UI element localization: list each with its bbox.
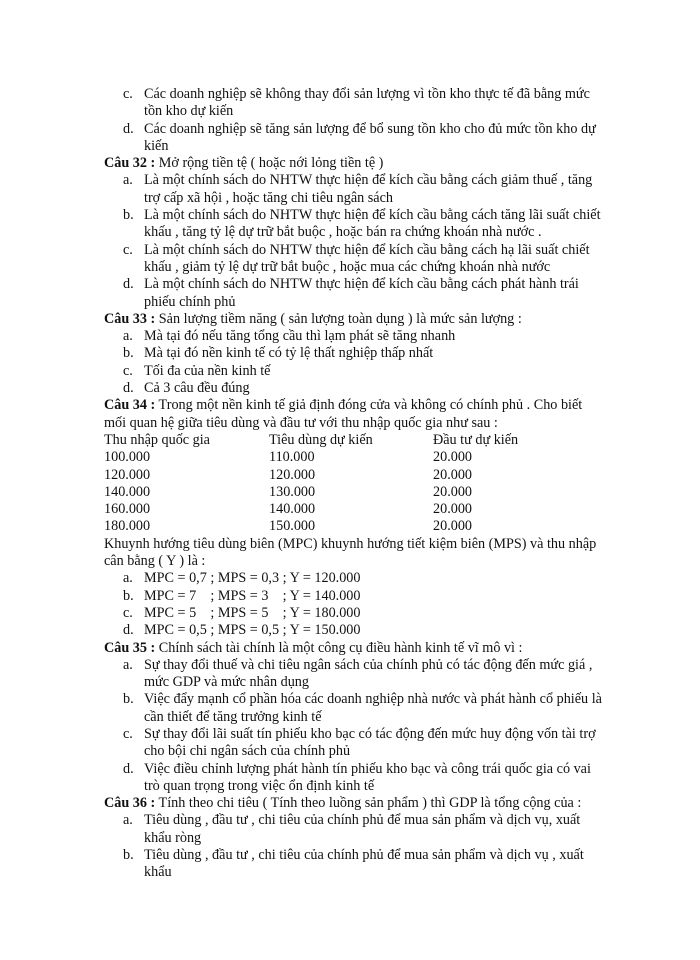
question-label: Câu 34 :: [104, 397, 156, 414]
q31-option-d: [123, 121, 604, 156]
table-header-row: [104, 432, 518, 449]
option-text: Việc đẩy mạnh cổ phần hóa các doanh nghiệp nhà nước và phát hành cổ phiếu là cần thiết để tăng trưởng kinh tế: [144, 691, 602, 725]
question-text: Chính sách tài chính là một công cụ điều hành kinh tế vĩ mô vì :: [158, 639, 523, 656]
option-text: Là một chính sách do NHTW thực hiện để kích cầu bằng cách tăng lãi suất chiết khấu , tăng tỷ lệ dự trữ bắt buộc , hoặc bán ra chứng khoán nhà nước .: [144, 207, 601, 241]
table-cell: 150.000: [269, 518, 316, 535]
question-label: Câu 33 :: [104, 310, 156, 327]
table-header: Đầu tư dự kiến: [433, 431, 519, 448]
option-text: Việc điều chỉnh lượng phát hành tín phiếu kho bạc và công trái quốc gia có vai trò quan trọng trong việc ổn định kinh tế: [144, 760, 591, 794]
q32-option-a: [123, 172, 604, 207]
table-header: Tiêu dùng dự kiến: [269, 431, 373, 448]
table-cell: 20.000: [433, 466, 473, 483]
option-letter: d.: [123, 276, 134, 293]
q35-option-c: [123, 726, 604, 761]
question-label: Câu 32 :: [104, 155, 156, 172]
option-letter: c.: [123, 604, 133, 621]
table-cell: 20.000: [433, 501, 473, 518]
option-text: Sự thay đổi thuế và chi tiêu ngân sách của chính phủ có tác động đến mức giá , mức GDP và mức nhân dụng: [144, 656, 593, 691]
option-text: Tiêu dùng , đầu tư , chi tiêu của chính phủ để mua sản phẩm và dịch vụ , xuất khẩu: [144, 847, 584, 881]
option-text: MPC = 0,7 ; MPS = 0,3 ; Y = 120.000: [144, 570, 361, 587]
option-letter: b.: [123, 207, 134, 224]
option-text: Sự thay đổi lãi suất tín phiếu kho bạc có tác động đến mức huy động vốn tài trợ cho bội chi ngân sách của chính phủ: [144, 725, 596, 760]
option-text: Tiêu dùng , đầu tư , chi tiêu của chính phủ để mua sản phẩm và dịch vụ, xuất khẩu ròng: [144, 812, 581, 846]
question-text: Mở rộng tiền tệ ( hoặc nới lỏng tiền tệ ): [158, 155, 384, 172]
option-letter: b.: [123, 345, 134, 362]
question-35: [104, 640, 604, 657]
option-letter: a.: [123, 570, 133, 587]
option-text: MPC = 5 ; MPS = 5 ; Y = 180.000: [144, 604, 361, 621]
question-text: Sản lượng tiềm năng ( sản lượng toàn dụng ) là mức sản lượng :: [158, 310, 522, 327]
question-text: Trong một nền kinh tế giả định đóng cửa và không có chính phủ . Cho biết mối quan hệ giữa tiêu dùng và đầu tư với thu nhập quốc gia như sau :: [104, 397, 583, 431]
option-text: Mà tại đó nếu tăng tổng cầu thì lạm phát sẽ tăng nhanh: [144, 328, 456, 345]
table-cell: 20.000: [433, 449, 473, 466]
option-letter: b.: [123, 847, 134, 864]
option-text: Là một chính sách do NHTW thực hiện để kích cầu bằng cách giảm thuế , tăng trợ cấp xã hội , hoặc tăng chi tiêu ngân sách: [144, 172, 593, 206]
option-letter: b.: [123, 587, 134, 604]
q33-option-d: [123, 380, 604, 397]
q33-option-b: [123, 345, 604, 362]
q32-option-b: [123, 207, 604, 242]
q35-options: [104, 657, 604, 795]
table-cell: 160.000: [104, 501, 151, 518]
table-cell: 100.000: [104, 449, 151, 466]
option-text: MPC = 0,5 ; MPS = 0,5 ; Y = 150.000: [144, 622, 361, 639]
question-33: [104, 311, 604, 328]
q34-option-a: [123, 570, 604, 587]
table-cell: 180.000: [104, 518, 151, 535]
option-letter: c.: [123, 362, 133, 379]
document-page: [104, 86, 604, 882]
question-label: Câu 35 :: [104, 639, 156, 656]
option-text: Cả 3 câu đều đúng: [144, 380, 250, 397]
table-cell: 120.000: [269, 466, 316, 483]
option-letter: a.: [123, 656, 133, 673]
q36-option-a: [123, 812, 604, 847]
option-letter: d.: [123, 760, 134, 777]
q35-option-b: [123, 691, 604, 726]
q32-options: [104, 172, 604, 310]
table-cell: 20.000: [433, 518, 473, 535]
q31-option-c: [123, 86, 604, 121]
table-cell: 140.000: [269, 501, 316, 518]
q36-option-b: [123, 847, 604, 882]
option-letter: a.: [123, 172, 133, 189]
question-34-prompt: Khuynh hướng tiêu dùng biên (MPC) khuynh hướng tiết kiệm biên (MPS) và thu nhập cân bằng ( Y ) là :: [104, 535, 597, 570]
option-letter: c.: [123, 86, 133, 102]
q33-options: [104, 328, 604, 397]
q34-option-c: [123, 605, 604, 622]
option-text: Mà tại đó nền kinh tế có tỷ lệ thất nghiệp thấp nhất: [144, 345, 434, 362]
option-letter: d.: [123, 120, 134, 137]
q36-options: [104, 812, 604, 881]
option-letter: c.: [123, 241, 133, 258]
q34-option-d: [123, 622, 604, 639]
table-cell: 140.000: [104, 483, 151, 500]
option-text: Là một chính sách do NHTW thực hiện để kích cầu bằng cách hạ lãi suất chiết khấu , giảm tỷ lệ dự trữ bắt buộc , hoặc mua các chứng khoán nhà nước: [144, 241, 590, 275]
q35-option-a: [123, 657, 604, 692]
option-text: Các doanh nghiệp sẽ tăng sản lượng để bổ sung tồn kho cho đủ mức tồn kho dự kiến: [144, 120, 596, 154]
table-cell: 120.000: [104, 466, 151, 483]
q35-option-d: [123, 761, 604, 796]
option-text: Là một chính sách do NHTW thực hiện để kích cầu bằng cách phát hành trái phiếu chính phủ: [144, 276, 579, 310]
q32-option-c: [123, 242, 604, 277]
table-row: [104, 518, 518, 535]
option-letter: a.: [123, 328, 133, 345]
option-text: Các doanh nghiệp sẽ không thay đổi sản lượng vì tồn kho thực tế đã bằng mức tồn kho dự kiến: [144, 86, 590, 120]
table-cell: 110.000: [269, 449, 315, 466]
question-text: Tính theo chi tiêu ( Tính theo luồng sản phẩm ) thì GDP là tổng cộng của :: [158, 795, 582, 812]
option-text: Tối đa của nền kinh tế: [144, 362, 271, 379]
question-32: [104, 155, 604, 172]
question-label: Câu 36 :: [104, 795, 156, 812]
q34-options: [104, 570, 604, 639]
table-cell: 20.000: [433, 483, 473, 500]
q32-option-d: [123, 276, 604, 311]
option-letter: c.: [123, 725, 133, 742]
q33-option-a: [123, 328, 604, 345]
q34-option-b: [123, 588, 604, 605]
table-header: Thu nhập quốc gia: [104, 431, 210, 448]
question-34: [104, 397, 604, 432]
q31-options: [104, 86, 604, 155]
table-cell: 130.000: [269, 483, 316, 500]
option-letter: d.: [123, 622, 134, 639]
income-table: [104, 432, 518, 536]
option-letter: b.: [123, 691, 134, 708]
table-row: [104, 449, 518, 466]
option-letter: a.: [123, 812, 133, 829]
question-36: [104, 795, 604, 812]
table-row: [104, 467, 518, 484]
option-letter: d.: [123, 380, 134, 397]
option-text: MPC = 7 ; MPS = 3 ; Y = 140.000: [144, 587, 361, 604]
table-row: [104, 484, 518, 501]
table-row: [104, 501, 518, 518]
q33-option-c: [123, 363, 604, 380]
